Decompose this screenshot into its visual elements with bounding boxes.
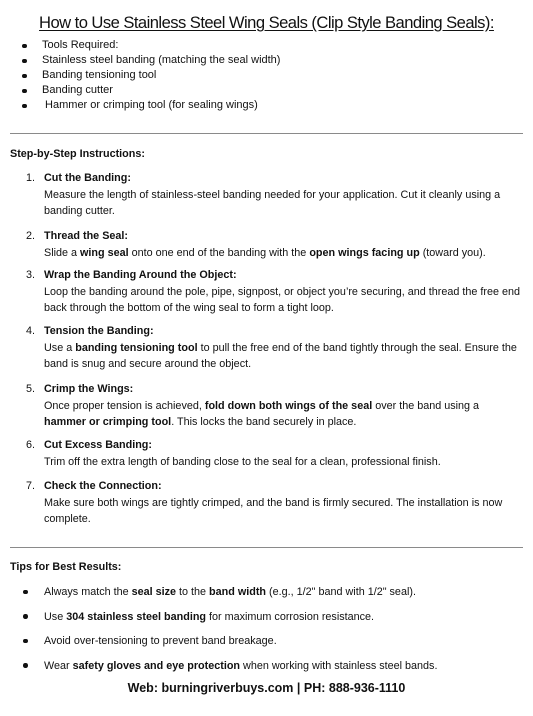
body-text: when working with stainless steel bands. xyxy=(240,659,438,672)
step-item xyxy=(0,437,533,470)
step-title: Thread the Seal: xyxy=(44,230,128,242)
step-description xyxy=(44,340,521,373)
tools-list-item: Tools Required: xyxy=(10,38,280,53)
tip-item xyxy=(10,658,437,683)
step-number: 2. xyxy=(26,230,36,242)
step-title: Crimp the Wings: xyxy=(44,383,134,395)
step-item xyxy=(0,478,533,528)
step-item xyxy=(0,323,533,373)
step-item xyxy=(0,228,533,261)
body-text: Wear xyxy=(44,659,73,672)
emphasis-text: seal size xyxy=(131,586,177,598)
step-title: Cut the Banding: xyxy=(44,172,131,184)
emphasis-text: hammer or crimping tool xyxy=(44,416,172,428)
step-item xyxy=(0,170,533,220)
body-text: (e.g., 1/2" band with 1/2" seal). xyxy=(266,586,416,598)
body-text: onto one end of the banding with the xyxy=(128,246,310,259)
body-text: Use a xyxy=(44,341,76,354)
step-title: Wrap the Banding Around the Object: xyxy=(44,269,237,281)
body-text: Once proper tension is achieved, xyxy=(44,399,205,412)
body-text: Loop the banding around the pole, pipe, signpost, or object you’re securing, and thread the free end back through the bottom of the wing seal to form a tight loop. xyxy=(44,285,521,314)
emphasis-text: banding tensioning tool xyxy=(75,341,198,354)
step-description xyxy=(44,245,521,262)
step-description xyxy=(44,398,521,431)
step-number: 6. xyxy=(26,439,36,451)
body-text: (toward you). xyxy=(419,246,486,259)
step-description xyxy=(44,454,521,471)
step-description xyxy=(44,187,521,220)
tools-list-item: Hammer or crimping tool (for sealing wings) xyxy=(10,98,280,113)
footer-contact: Web: burningriverbuys.com | PH: 888-936-1110 xyxy=(127,681,406,695)
body-text: . This locks the band securely in place. xyxy=(171,416,357,428)
body-text: Avoid over-tensioning to prevent band breakage. xyxy=(44,635,277,647)
step-description xyxy=(44,495,521,528)
body-text: Make sure both wings are tightly crimped, and the band is firmly secured. The installation is now complete. xyxy=(44,496,503,525)
step-title: Tension the Banding: xyxy=(44,325,154,337)
step-title: Cut Excess Banding: xyxy=(44,439,152,451)
tips-list xyxy=(10,584,437,682)
tools-list-item: Stainless steel banding (matching the seal width) xyxy=(10,53,280,68)
emphasis-text: safety gloves and eye protection xyxy=(72,659,241,672)
emphasis-text: open wings facing up xyxy=(309,246,420,259)
body-text: Trim off the extra length of banding close to the seal for a clean, professional finish. xyxy=(44,455,441,468)
section-divider xyxy=(10,133,523,134)
emphasis-text: 304 stainless steel banding xyxy=(66,610,207,623)
tip-item xyxy=(10,609,437,634)
body-text: Always match the xyxy=(44,586,132,598)
tip-item xyxy=(10,633,437,658)
step-number: 3. xyxy=(26,269,36,281)
body-text: Measure the length of stainless-steel banding needed for your application. Cut it cleanly using a banding cutter. xyxy=(44,188,501,217)
step-item xyxy=(0,267,533,317)
tip-item xyxy=(10,584,437,609)
step-item xyxy=(0,381,533,431)
body-text: Slide a xyxy=(44,246,81,259)
emphasis-text: band width xyxy=(209,586,267,598)
page-title: How to Use Stainless Steel Wing Seals (Clip Style Banding Seals): xyxy=(39,13,494,32)
step-title: Check the Connection: xyxy=(44,480,162,492)
tips-heading: Tips for Best Results: xyxy=(10,561,122,573)
step-number: 1. xyxy=(26,172,36,184)
body-text: for maximum corrosion resistance. xyxy=(206,610,375,623)
body-text: over the band using a xyxy=(372,399,480,412)
body-text: to pull the free end of the band tightly through the seal. Ensure the band is snug and secure around the object. xyxy=(44,341,517,370)
emphasis-text: wing seal xyxy=(80,246,129,259)
step-number: 7. xyxy=(26,480,36,492)
tools-list-item: Banding tensioning tool xyxy=(10,68,280,83)
step-number: 4. xyxy=(26,325,36,337)
body-text: Use xyxy=(44,610,67,623)
step-description xyxy=(44,284,521,317)
emphasis-text: fold down both wings of the seal xyxy=(204,399,373,412)
step-number: 5. xyxy=(26,383,36,395)
section-divider xyxy=(10,547,523,548)
steps-heading: Step-by-Step Instructions: xyxy=(10,148,145,160)
tools-list xyxy=(10,38,280,113)
tools-list-item: Banding cutter xyxy=(10,83,280,98)
body-text: to the xyxy=(176,586,210,598)
